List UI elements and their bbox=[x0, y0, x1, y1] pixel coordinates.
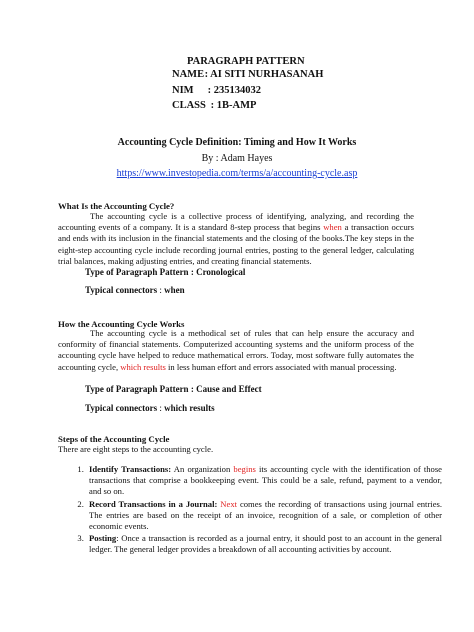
list-item bbox=[86, 533, 442, 555]
class-row bbox=[172, 100, 256, 111]
article-byline: By : Adam Hayes bbox=[201, 153, 273, 164]
step-title: Identify Transactions: bbox=[89, 464, 172, 474]
step-text: An organization bbox=[171, 464, 234, 474]
name-row bbox=[172, 69, 323, 80]
section1-connectors bbox=[85, 285, 185, 295]
section3-heading: Steps of the Accounting Cycle bbox=[58, 434, 170, 444]
section1-paragraph bbox=[58, 211, 414, 267]
section1-pattern bbox=[85, 267, 245, 277]
section1-text-b: a transaction occurs and ends with its inclusion in the financial statements and the closing of the books.The key steps in the eight-step accounting cycle include recording journal entries, posting to the general ledger, calculating trial balances, making adjusting entries, and creating financial statements. bbox=[58, 222, 414, 266]
section2-connectors bbox=[85, 403, 215, 413]
class-label: CLASS bbox=[172, 100, 206, 111]
section2-pattern-label: Type of Paragraph Pattern bbox=[85, 384, 189, 394]
article-link-wrap bbox=[0, 168, 474, 179]
list-item bbox=[86, 464, 442, 498]
section1-text-a: The accounting cycle is a collective process of identifying, analyzing, and recording the accounting events of a company. It is a standard 8-step process that begins bbox=[58, 211, 414, 233]
name-label: NAME bbox=[172, 69, 205, 80]
section2-highlight: which results bbox=[120, 361, 166, 372]
section1-connectors-label: Typical connectors bbox=[85, 285, 158, 295]
section2-text-b: in less human effort and errors associated with manual processing. bbox=[165, 361, 397, 372]
section2-connectors-value: which results bbox=[164, 403, 215, 413]
article-url-link[interactable]: https://www.investopedia.com/terms/a/accounting-cycle.asp bbox=[116, 168, 358, 179]
step-highlight: Next bbox=[220, 498, 238, 509]
section1-heading: What Is the Accounting Cycle? bbox=[58, 201, 175, 211]
nim-row bbox=[172, 85, 261, 96]
nim-label: NIM bbox=[172, 85, 194, 96]
section1-connectors-colon: : bbox=[157, 285, 165, 295]
step-highlight: begins bbox=[233, 464, 256, 474]
section1-connectors-value: when bbox=[164, 285, 185, 295]
class-value: : 1B-AMP bbox=[210, 100, 257, 111]
section1-pattern-label: Type of Paragraph Pattern bbox=[85, 267, 189, 277]
section1-pattern-value: : Cronological bbox=[190, 267, 246, 277]
section2-connectors-colon: : bbox=[157, 403, 165, 413]
section2-connectors-label: Typical connectors bbox=[85, 403, 158, 413]
step-title: Record Transactions in a Journal: bbox=[89, 498, 218, 509]
section2-pattern-value: : Cause and Effect bbox=[190, 384, 262, 394]
section2-pattern bbox=[85, 384, 262, 394]
article-title: Accounting Cycle Definition: Timing and How It Works bbox=[117, 137, 357, 148]
list-item bbox=[86, 499, 442, 533]
section2-text-a: The accounting cycle is a methodical set of rules that can help ensure the accuracy and conformity of financial statements. Computerized accounting systems and the uniform process of the accounting cycle have helped to reduce mathematical errors. Today, most software fully automates the accounting cycle, bbox=[58, 328, 414, 372]
step-text: comes the recording of transactions using journal entries. The entries are based on the receipt of an invoice, recognition of a sale, or completion of other economic events. bbox=[89, 498, 443, 532]
section2-heading: How the Accounting Cycle Works bbox=[58, 319, 185, 329]
section1-highlight: when bbox=[323, 222, 342, 233]
document-title: PARAGRAPH PATTERN bbox=[187, 56, 305, 67]
steps-list bbox=[58, 464, 442, 557]
section2-paragraph bbox=[58, 328, 414, 373]
name-value: : AI SITI NURHASANAH bbox=[204, 69, 324, 80]
step-text: its accounting cycle with the identification of those transactions that comprise a bookkeeping event. This could be a sale, refund, payment to a vendor, and so on. bbox=[89, 464, 442, 497]
nim-value: : 235134032 bbox=[207, 85, 261, 96]
step-text: : Once a transaction is recorded as a journal entry, it should post to an account in the general ledger. The general ledger provides a breakdown of all accounting activities by account. bbox=[89, 533, 442, 555]
step-title: Posting bbox=[89, 533, 117, 544]
section3-intro: There are eight steps to the accounting cycle. bbox=[58, 444, 214, 454]
